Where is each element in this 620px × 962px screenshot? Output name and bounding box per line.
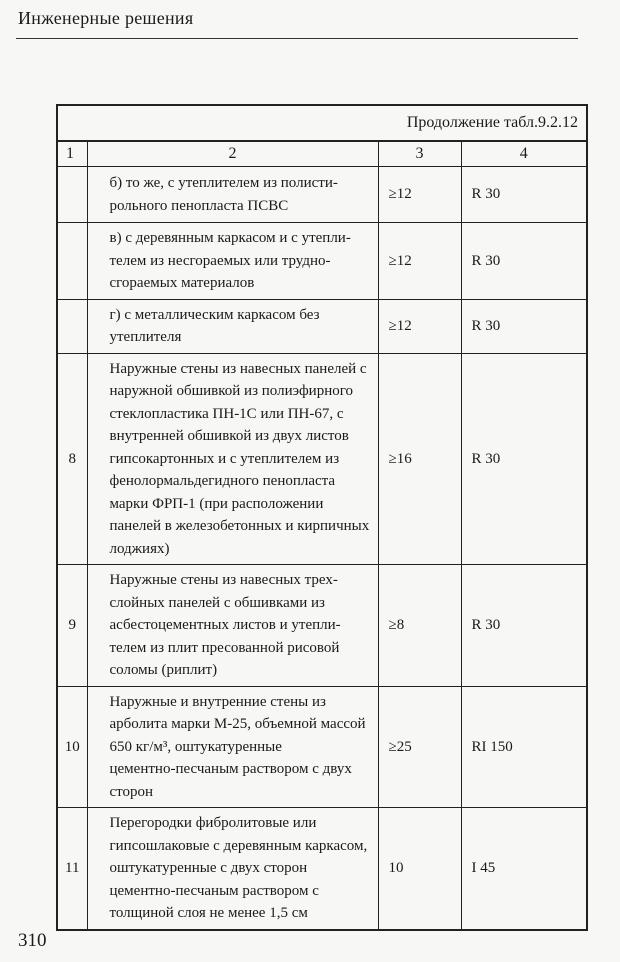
description-line: г) с металлическим каркасом без [109,306,320,323]
page-number: 310 [18,930,47,951]
table-row [57,353,587,565]
construction-description [87,167,378,223]
thickness-value: ≥8 [378,565,461,687]
description-line: внутренней обшивкой из двух листов [109,428,349,444]
column-number-1: 1 [57,141,87,167]
row-number: 9 [57,565,87,687]
description-line: цементно-песчаным раствором с двух [109,761,352,777]
description-line: стеклопластика ПН-1С или ПН-67, с [109,405,344,422]
description-line: марки ФРП-1 (при расположении [109,495,324,512]
description-line: гипсошлаковые с деревянным каркасом, [109,837,368,854]
column-number-3: 3 [378,141,461,167]
description-line: рольного пенопласта ПСВС [109,197,289,214]
construction-description [87,686,378,808]
description-line: гипсокартонных и с утеплителем из [109,450,340,467]
thickness-value: ≥25 [378,686,461,808]
construction-description [87,299,378,353]
fire-resistance-value: R 30 [461,565,587,687]
thickness-value: ≥16 [378,353,461,565]
description-line: цементно-песчаным раствором с [109,882,319,899]
description-line: соломы (риплит) [109,662,218,678]
row-number: 10 [57,686,87,808]
thickness-value: ≥12 [378,167,461,223]
description-line: Наружные и внутренние стены из [109,693,326,710]
description-line: б) то же, с утеплителем из полисти- [109,175,338,191]
description-line: Наружные стены из навесных трех- [109,572,338,588]
description-line: Перегородки фибролитовые или [109,815,317,831]
header-rule [16,38,578,39]
description-line: толщиной слоя не менее 1,5 см [109,905,308,921]
description-line: в) с деревянным каркасом и с утепли- [109,230,351,246]
column-number-row [57,141,587,167]
row-number [57,299,87,353]
description-line: сгораемых материалов [109,275,255,291]
description-line: наружной обшивкой из полиэфирного [109,383,354,399]
thickness-value: ≥12 [378,299,461,353]
description-line: оштукатуренные с двух сторон [109,860,308,876]
description-line: слойных панелей с обшивками из [109,594,325,611]
running-title: Инженерные решения [18,8,194,28]
table-row [57,167,587,223]
column-number-2: 2 [87,141,378,167]
construction-description [87,808,378,930]
description-line: фенолормальдегидного пенопласта [109,473,336,489]
description-line: панелей в железобетонных и кирпичных [109,518,370,534]
fire-resistance-value: R 30 [461,299,587,353]
row-number [57,223,87,300]
description-line: телем из несгораемых или трудно- [109,252,331,269]
thickness-value: ≥12 [378,223,461,300]
fire-resistance-value: R 30 [461,223,587,300]
description-line: телем из плит пресованной рисовой [109,639,340,656]
row-number: 11 [57,808,87,930]
thickness-value: 10 [378,808,461,930]
fire-resistance-table [56,104,586,931]
description-line: 650 кг/м³, оштукатуренные [109,738,282,755]
row-number: 8 [57,353,87,565]
row-number [57,167,87,223]
column-number-4: 4 [461,141,587,167]
description-line: арболита марки М-25, объемной массой [109,716,366,732]
continuation-row [57,105,587,141]
table-row [57,565,587,687]
fire-resistance-value: I 45 [461,808,587,930]
fire-resistance-value: R 30 [461,353,587,565]
fire-resistance-value: RI 150 [461,686,587,808]
construction-description [87,565,378,687]
construction-description [87,223,378,300]
table-row [57,299,587,353]
construction-description [87,353,378,565]
table-row [57,223,587,300]
description-line: лоджиях) [109,540,170,557]
continuation-label: Продолжение табл.9.2.12 [57,105,587,141]
table-row [57,686,587,808]
description-line: асбестоцементных листов и утепли- [109,617,341,633]
description-line: сторон [109,783,154,800]
description-line: Наружные стены из навесных панелей с [109,360,367,377]
fire-resistance-value: R 30 [461,167,587,223]
description-line: утеплителя [109,329,182,345]
table-row [57,808,587,930]
